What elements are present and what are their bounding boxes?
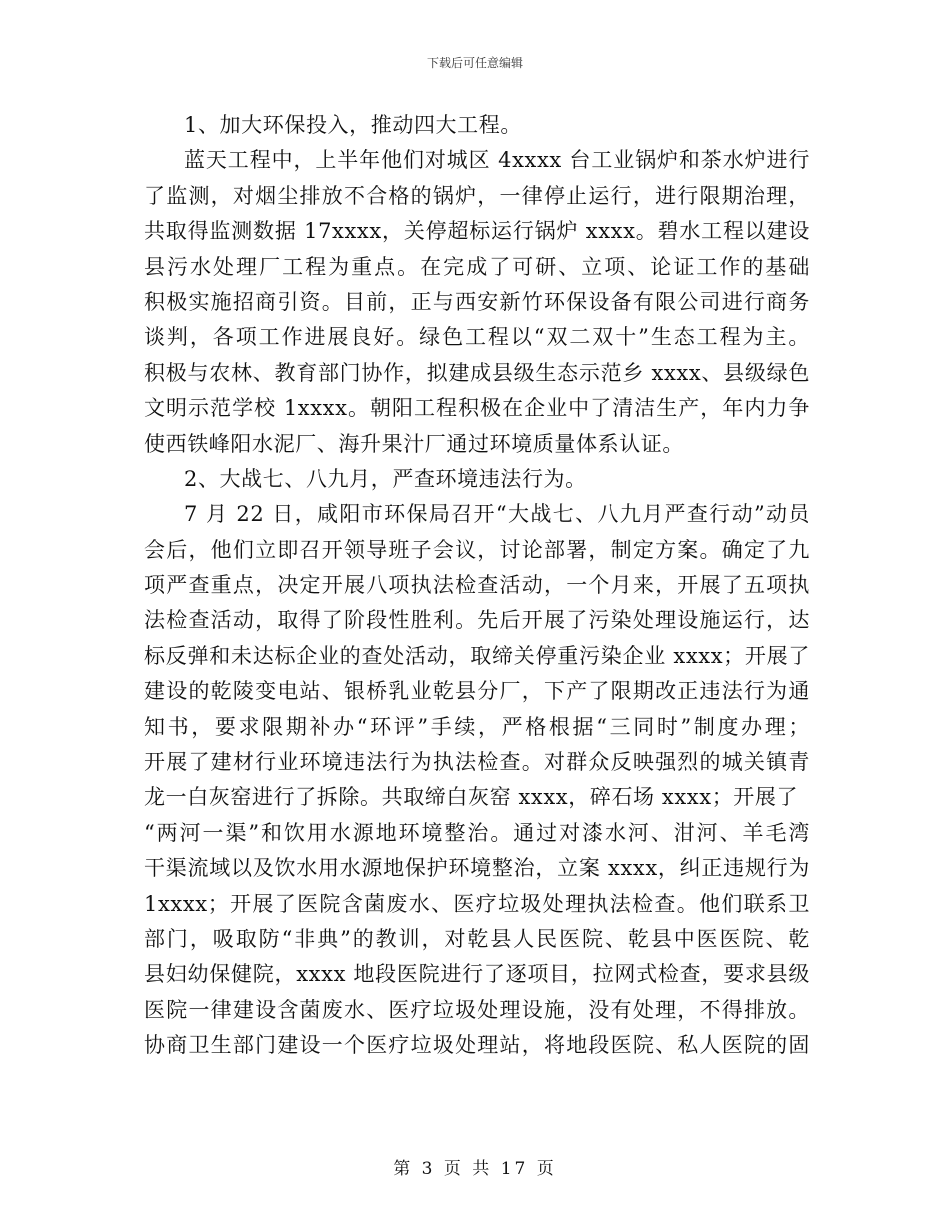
page-header: 下载后可任意编辑 — [426, 56, 523, 70]
text-line-22: 干渠流域以及饮水用水源地保护环境整治，立案 xxxx，纠正违规行为 — [144, 856, 810, 881]
page-footer: 第 3 页 共 17 页 — [393, 1159, 557, 1179]
text-line-18: 知书，要求限期补办“环评”手续，严格根据“三同时”制度办理； — [144, 714, 810, 739]
text-line-24: 部门，吸取防“非典”的教训，对乾县人民医院、乾县中医医院、乾 — [144, 926, 810, 951]
text-line-27: 协商卫生部门建设一个医疗垃圾处理站，将地段医院、私人医院的固 — [144, 1033, 810, 1058]
text-line-19: 开展了建材行业环境违法行为执法检查。对群众反映强烈的城关镇青 — [144, 750, 810, 775]
text-line-26: 医院一律建设含菌废水、医疗垃圾处理设施，没有处理，不得排放。 — [144, 997, 810, 1022]
text-line-25: 县妇幼保健院，xxxx 地段医院进行了逐项目，拉网式检查，要求县级 — [144, 962, 810, 987]
text-line-12: 7 月 22 日，咸阳市环保局召开“大战七、八九月严查行动”动员 — [184, 502, 810, 527]
text-line-7: 谈判，各项工作进展良好。绿色工程以“双二双十”生态工程为主。 — [144, 325, 810, 350]
text-line-4: 共取得监测数据 17xxxx，关停超标运行锅炉 xxxx。碧水工程以建设 — [144, 219, 810, 244]
text-line-8: 积极与农林、教育部门协作，拟建成县级生态示范乡 xxxx、县级绿色 — [144, 360, 810, 385]
text-line-11: 2、大战七、八九月，严查环境违法行为。 — [184, 466, 587, 491]
text-line-2: 蓝天工程中，上半年他们对城区 4xxxx 台工业锅炉和茶水炉进行 — [184, 148, 810, 173]
text-line-9: 文明示范学校 1xxxx。朝阳工程积极在企业中了清洁生产，年内力争 — [144, 396, 810, 421]
document-body — [144, 108, 810, 1064]
text-line-16: 标反弹和未达标企业的查处活动，取缔关停重污染企业 xxxx；开展了 — [144, 643, 810, 668]
text-line-13: 会后，他们立即召开领导班子会议，讨论部署，制定方案。确定了九 — [144, 537, 810, 562]
text-line-1: 1、加大环保投入，推动四大工程。 — [184, 113, 522, 137]
text-line-17: 建设的乾陵变电站、银桥乳业乾县分厂，下产了限期改正违法行为通 — [144, 679, 810, 704]
text-line-5: 县污水处理厂工程为重点。在完成了可研、立项、论证工作的基础 — [144, 254, 810, 279]
text-line-15: 法检查活动，取得了阶段性胜利。先后开展了污染处理设施运行，达 — [144, 608, 810, 633]
text-line-20: 龙一白灰窑进行了拆除。共取缔白灰窑 xxxx，碎石场 xxxx；开展了 — [144, 785, 799, 810]
text-line-21: “两河一渠”和饮用水源地环境整治。通过对漆水河、泔河、羊毛湾 — [144, 820, 810, 845]
text-line-10: 使西铁峰阳水泥厂、海升果汁厂通过环境质量体系认证。 — [144, 431, 684, 456]
text-line-3: 了监测，对烟尘排放不合格的锅炉，一律停止运行，进行限期治理， — [144, 183, 810, 208]
text-line-14: 项严查重点，决定开展八项执法检查活动，一个月来，开展了五项执 — [144, 573, 810, 598]
text-line-23: 1xxxx；开展了医院含菌废水、医疗垃圾处理执法检查。他们联系卫 — [144, 891, 810, 916]
text-line-6: 积极实施招商引资。目前，正与西安新竹环保设备有限公司进行商务 — [144, 289, 810, 314]
